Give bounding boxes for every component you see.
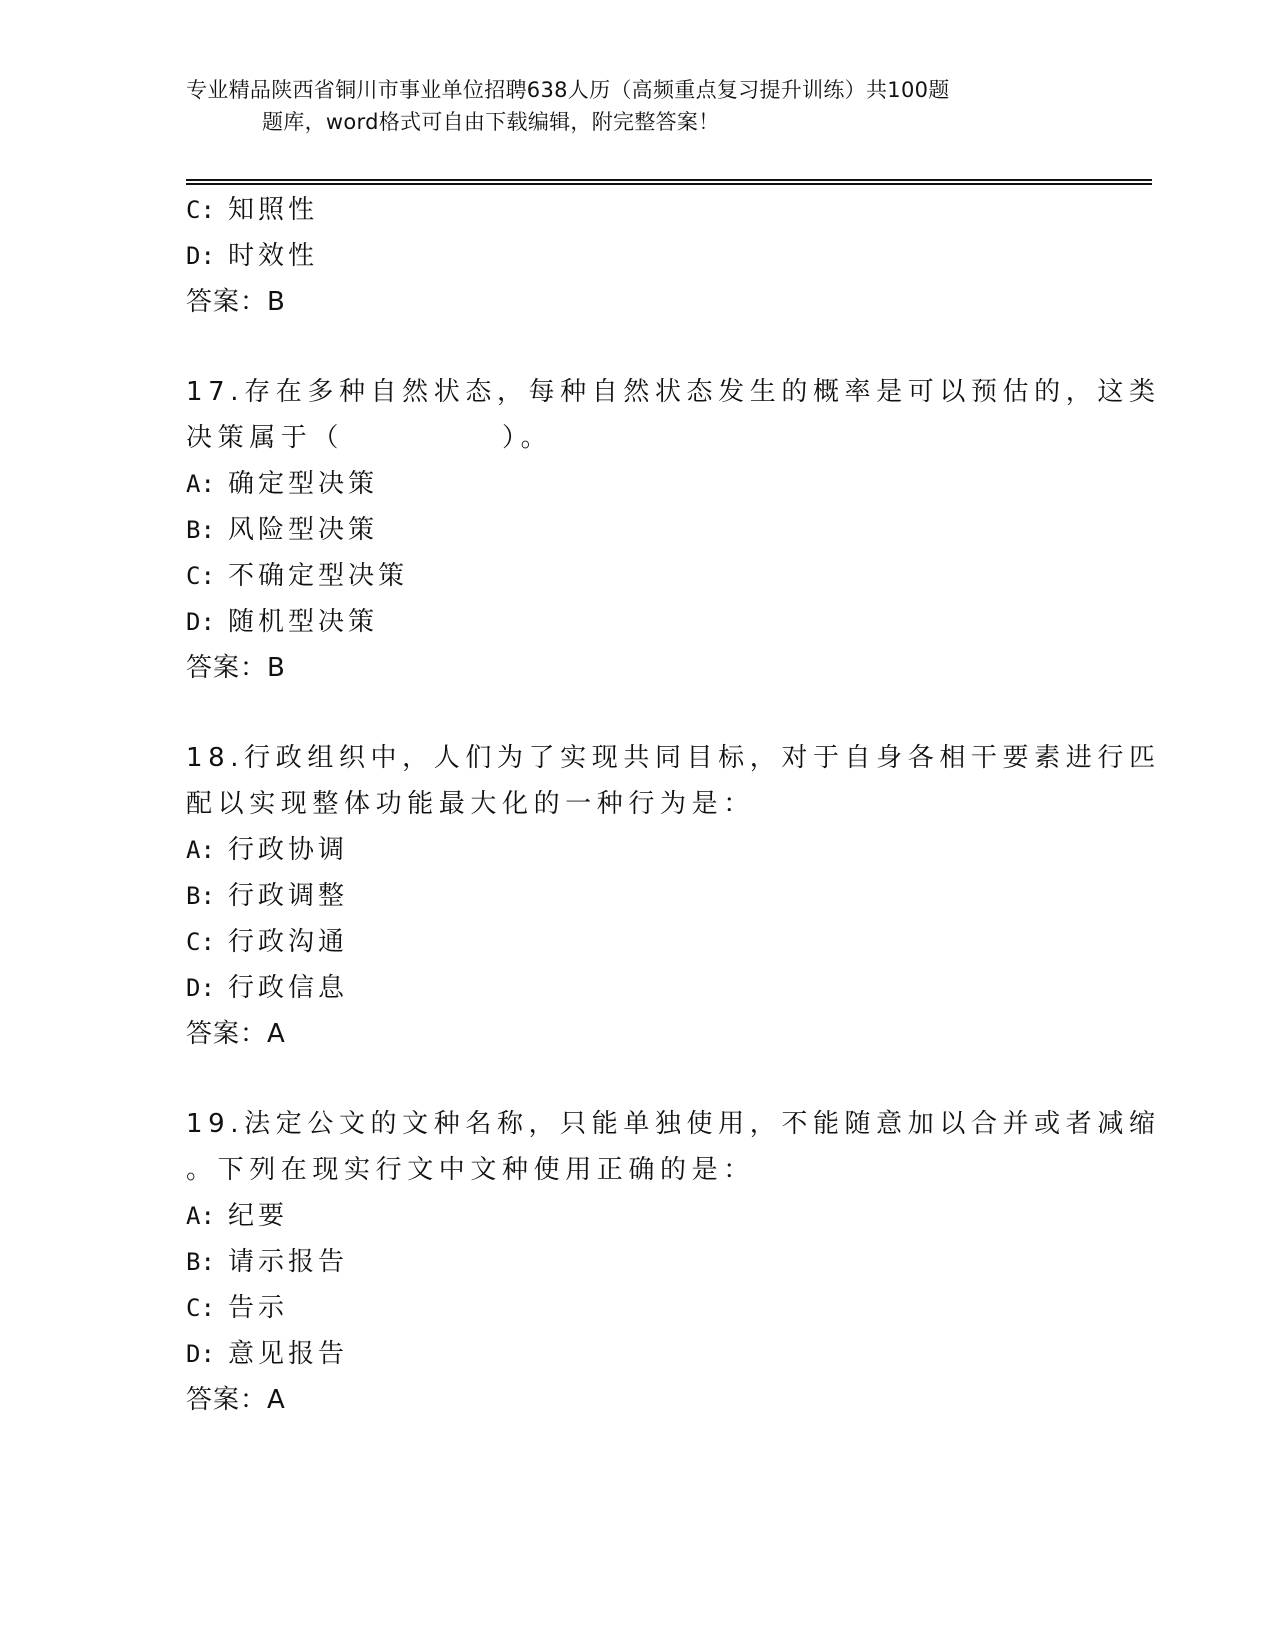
answer-line: 答案：B	[186, 653, 286, 683]
answer-line: 答案：A	[186, 1385, 286, 1415]
option-letter: D:	[186, 974, 215, 1002]
option-d	[186, 1331, 1086, 1377]
option-letter: B:	[186, 882, 215, 910]
option-letter: C:	[186, 1294, 215, 1322]
option-d	[186, 599, 1086, 645]
header-divider-top	[186, 179, 1152, 181]
option-text: 纪要	[228, 1201, 289, 1231]
option-letter: B:	[186, 516, 215, 544]
option-b	[186, 1239, 1086, 1285]
question-19	[186, 1101, 1161, 1423]
option-text: 告示	[228, 1293, 289, 1323]
option-c	[186, 919, 1086, 965]
option-a	[186, 461, 1086, 507]
option-a	[186, 827, 1086, 873]
option-text: 行政协调	[228, 835, 349, 865]
option-b	[186, 507, 1086, 553]
option-text: 请示报告	[228, 1247, 349, 1277]
option-letter: A:	[186, 1202, 215, 1230]
answer-line: 答案：B	[186, 287, 286, 317]
option-b	[186, 873, 1086, 919]
option-text: 行政信息	[228, 973, 349, 1003]
option-d	[186, 965, 1086, 1011]
option-a	[186, 1193, 1086, 1239]
option-d	[186, 233, 1086, 279]
question-16-tail	[186, 187, 1086, 325]
option-text: 不确定型决策	[228, 561, 409, 591]
header-divider-bottom	[186, 183, 1152, 185]
document-body	[186, 187, 1161, 1423]
option-text: 行政沟通	[228, 927, 349, 957]
question-text-line2: 配以实现整体功能最大化的一种行为是：	[186, 789, 755, 819]
question-text-line1: 17.存在多种自然状态，每种自然状态发生的概率是可以预估的，这类	[186, 377, 1161, 407]
header-title-line1: 专业精品陕西省铜川市事业单位招聘638人历（高频重点复习提升训练）共100题	[186, 78, 950, 102]
option-letter: A:	[186, 470, 215, 498]
option-text: 确定型决策	[228, 469, 379, 499]
header-title-line2: 题库，word格式可自由下载编辑，附完整答案！	[262, 110, 720, 134]
question-text-line2: 决策属于（ ）。	[186, 423, 553, 453]
option-text: 随机型决策	[228, 607, 379, 637]
question-18	[186, 735, 1161, 1057]
option-c	[186, 553, 1086, 599]
question-text-line1: 19.法定公文的文种名称，只能单独使用，不能随意加以合并或者减缩	[186, 1109, 1161, 1139]
option-letter: D:	[186, 1340, 215, 1368]
option-c	[186, 187, 1086, 233]
question-text-line1: 18.行政组织中，人们为了实现共同目标，对于自身各相干要素进行匹	[186, 743, 1161, 773]
option-letter: A:	[186, 836, 215, 864]
option-letter: D:	[186, 608, 215, 636]
option-letter: D:	[186, 242, 215, 270]
question-text-line2: 。下列在现实行文中文种使用正确的是：	[186, 1155, 755, 1185]
option-text: 行政调整	[228, 881, 349, 911]
option-c	[186, 1285, 1086, 1331]
option-text: 风险型决策	[228, 515, 379, 545]
option-letter: C:	[186, 196, 215, 224]
option-text: 知照性	[228, 195, 319, 225]
question-17	[186, 369, 1161, 691]
option-text: 时效性	[228, 241, 319, 271]
page-header	[186, 74, 1096, 138]
option-letter: C:	[186, 928, 215, 956]
option-letter: C:	[186, 562, 215, 590]
option-text: 意见报告	[228, 1339, 349, 1369]
option-letter: B:	[186, 1248, 215, 1276]
answer-line: 答案：A	[186, 1019, 286, 1049]
